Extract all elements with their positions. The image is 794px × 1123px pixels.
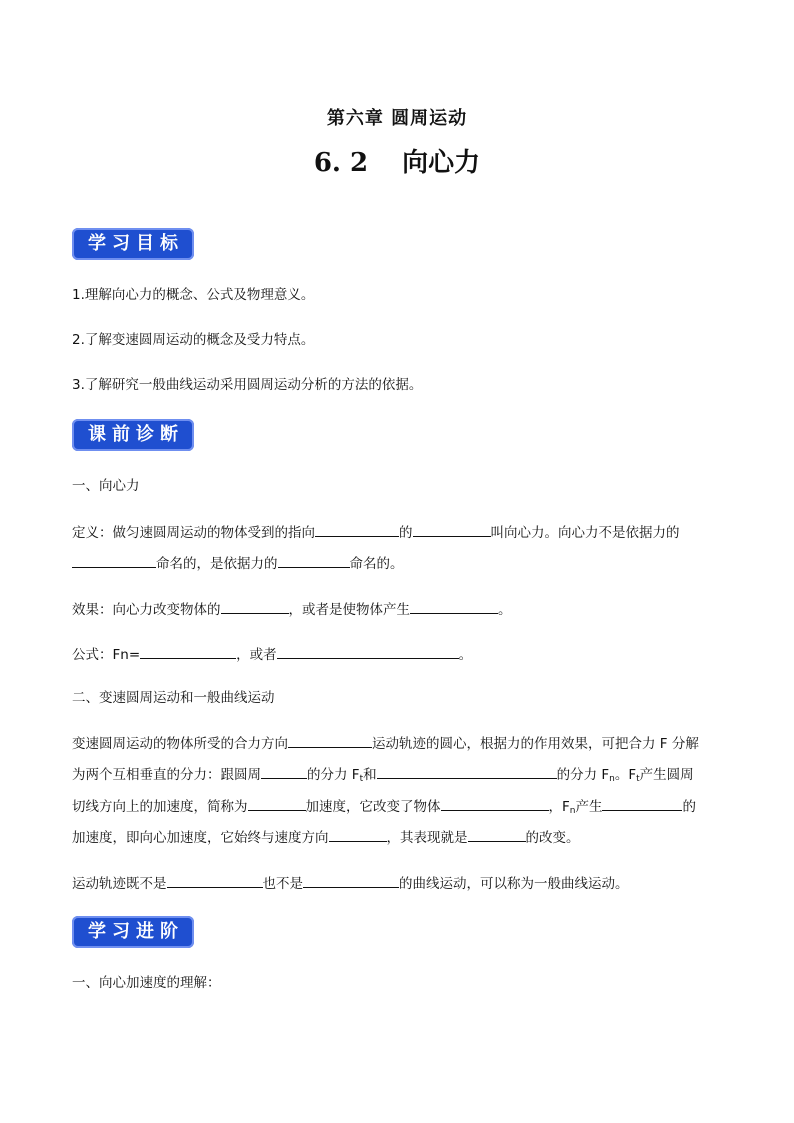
blank[interactable] [261,765,307,779]
blank[interactable] [329,828,387,842]
paragraph-line-3: 切线方向上的加速度，简称为 加速度，它改变了物体 ，$F_n$产生 的 [72,799,696,816]
blank[interactable] [288,734,372,748]
objectives-badge: 学习目标 [72,228,194,260]
paragraph-line-4: 加速度，即向心加速度，它始终与速度方向 ，其表现就是 的改变。 [72,830,580,846]
blank[interactable] [468,828,526,842]
blank[interactable] [315,523,399,537]
section-title [0,142,794,179]
blank[interactable] [410,600,498,614]
effect-line: 效果：向心力改变物体的 ，或者是使物体产生 。 [72,602,512,618]
blank[interactable] [278,554,350,568]
objective-1: 1.理解向心力的概念、公式及物理意义。 [72,287,315,303]
objective-3: 3.了解研究一般曲线运动采用圆周运动分析的方法的依据。 [72,377,423,393]
blank[interactable] [72,554,156,568]
advanced-badge: 学习进阶 [72,916,194,948]
blank[interactable] [602,797,682,811]
preview-badge: 课前诊断 [72,419,194,451]
paragraph-line-2: 为两个互相垂直的分力：跟圆周 的分力 $F_t$和 的分力 $F_n$。$F_t$产生圆周 [72,767,694,784]
section-number: 6. 2 [313,148,369,178]
blank[interactable] [303,874,399,888]
blank[interactable] [221,600,289,614]
heading-centripetal-force: 一、向心力 [72,478,140,494]
blank[interactable] [277,645,459,659]
blank[interactable] [377,765,557,779]
heading-variable-circular: 二、变速圆周运动和一般曲线运动 [72,690,275,706]
formula-line: 公式：Fn= ，或者 。 [72,647,473,663]
blank[interactable] [167,874,263,888]
paragraph-line-5: 运动轨迹既不是 也不是 的曲线运动，可以称为一般曲线运动。 [72,876,629,892]
blank[interactable] [413,523,491,537]
objective-2: 2.了解变速圆周运动的概念及受力特点。 [72,332,315,348]
chapter-title: 第六章 圆周运动 [326,108,468,129]
blank[interactable] [140,645,236,659]
definition-line-2: 命名的，是依据力的 命名的。 [72,554,724,573]
heading-centripetal-acceleration: 一、向心加速度的理解： [72,975,221,991]
blank[interactable] [441,797,549,811]
definition-line-1: 定义：做匀速圆周运动的物体受到的指向 的 叫向心力。向心力不是依据力的 [72,525,680,541]
section-name: 向心力 [402,148,481,178]
paragraph-line-1: 变速圆周运动的物体所受的合力方向 运动轨迹的圆心，根据力的作用效果，可把合力 F 分解 [72,736,699,752]
blank[interactable] [248,797,306,811]
